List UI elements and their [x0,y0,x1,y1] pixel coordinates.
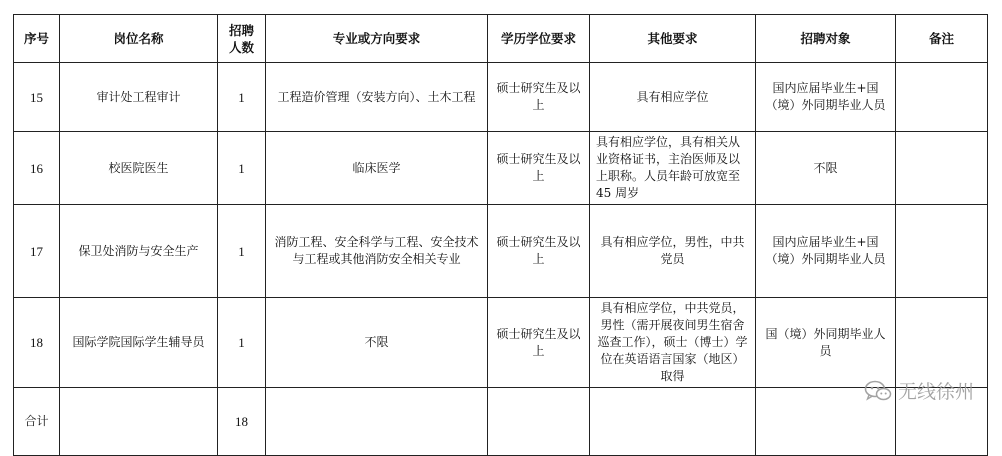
table-header-row [14,15,988,63]
cell-count: 1 [218,132,266,205]
cell-position: 国际学院国际学生辅导员 [60,298,218,388]
cell-major: 工程造价管理（安装方向）、土木工程 [266,63,488,132]
cell-seq: 18 [14,298,60,388]
cell-count: 1 [218,298,266,388]
cell-target: 不限 [756,132,896,205]
cell-note [896,298,988,388]
cell-seq: 15 [14,63,60,132]
table-row [14,298,988,388]
cell-position: 校医院医生 [60,132,218,205]
header-target: 招聘对象 [756,15,896,63]
recruitment-table [13,14,988,456]
cell-seq: 16 [14,132,60,205]
header-degree: 学历学位要求 [488,15,590,63]
cell-note [896,132,988,205]
cell-degree: 硕士研究生及以上 [488,298,590,388]
cell-seq: 17 [14,205,60,298]
header-note: 备注 [896,15,988,63]
cell-other: 具有相应学位，具有相关从业资格证书，主治医师及以上职称。人员年龄可放宽至 45 周岁 [590,132,756,205]
cell-position [60,388,218,456]
cell-note [896,63,988,132]
header-count: 招聘人数 [218,15,266,63]
cell-other: 具有相应学位，男性，中共党员 [590,205,756,298]
total-label: 合计 [14,388,60,456]
cell-degree: 硕士研究生及以上 [488,63,590,132]
table-row [14,132,988,205]
cell-major: 临床医学 [266,132,488,205]
cell-count: 1 [218,63,266,132]
header-seq: 序号 [14,15,60,63]
total-count: 18 [218,388,266,456]
watermark-text: 无线徐州 [897,381,974,403]
cell-position: 审计处工程审计 [60,63,218,132]
cell-target: 国内应届毕业生+国（境）外同期毕业人员 [756,205,896,298]
cell-major: 消防工程、安全科学与工程、安全技术与工程或其他消防安全相关专业 [266,205,488,298]
table-row [14,63,988,132]
header-major: 专业或方向要求 [266,15,488,63]
table-row [14,205,988,298]
cell-note [896,205,988,298]
cell-major [266,388,488,456]
cell-major: 不限 [266,298,488,388]
cell-degree [488,388,590,456]
wechat-logo-icon [864,379,892,403]
cell-count: 1 [218,205,266,298]
cell-degree: 硕士研究生及以上 [488,205,590,298]
cell-other: 具有相应学位 [590,63,756,132]
watermark [864,377,974,404]
header-position: 岗位名称 [60,15,218,63]
cell-other [590,388,756,456]
cell-position: 保卫处消防与安全生产 [60,205,218,298]
cell-other: 具有相应学位，中共党员，男性（需开展夜间男生宿舍巡查工作），硕士（博士）学位在英语语言国家（地区）取得 [590,298,756,388]
cell-target: 国（境）外同期毕业人员 [756,298,896,388]
cell-degree: 硕士研究生及以上 [488,132,590,205]
table-total-row [14,388,988,456]
cell-target: 国内应届毕业生+国（境）外同期毕业人员 [756,63,896,132]
header-other: 其他要求 [590,15,756,63]
